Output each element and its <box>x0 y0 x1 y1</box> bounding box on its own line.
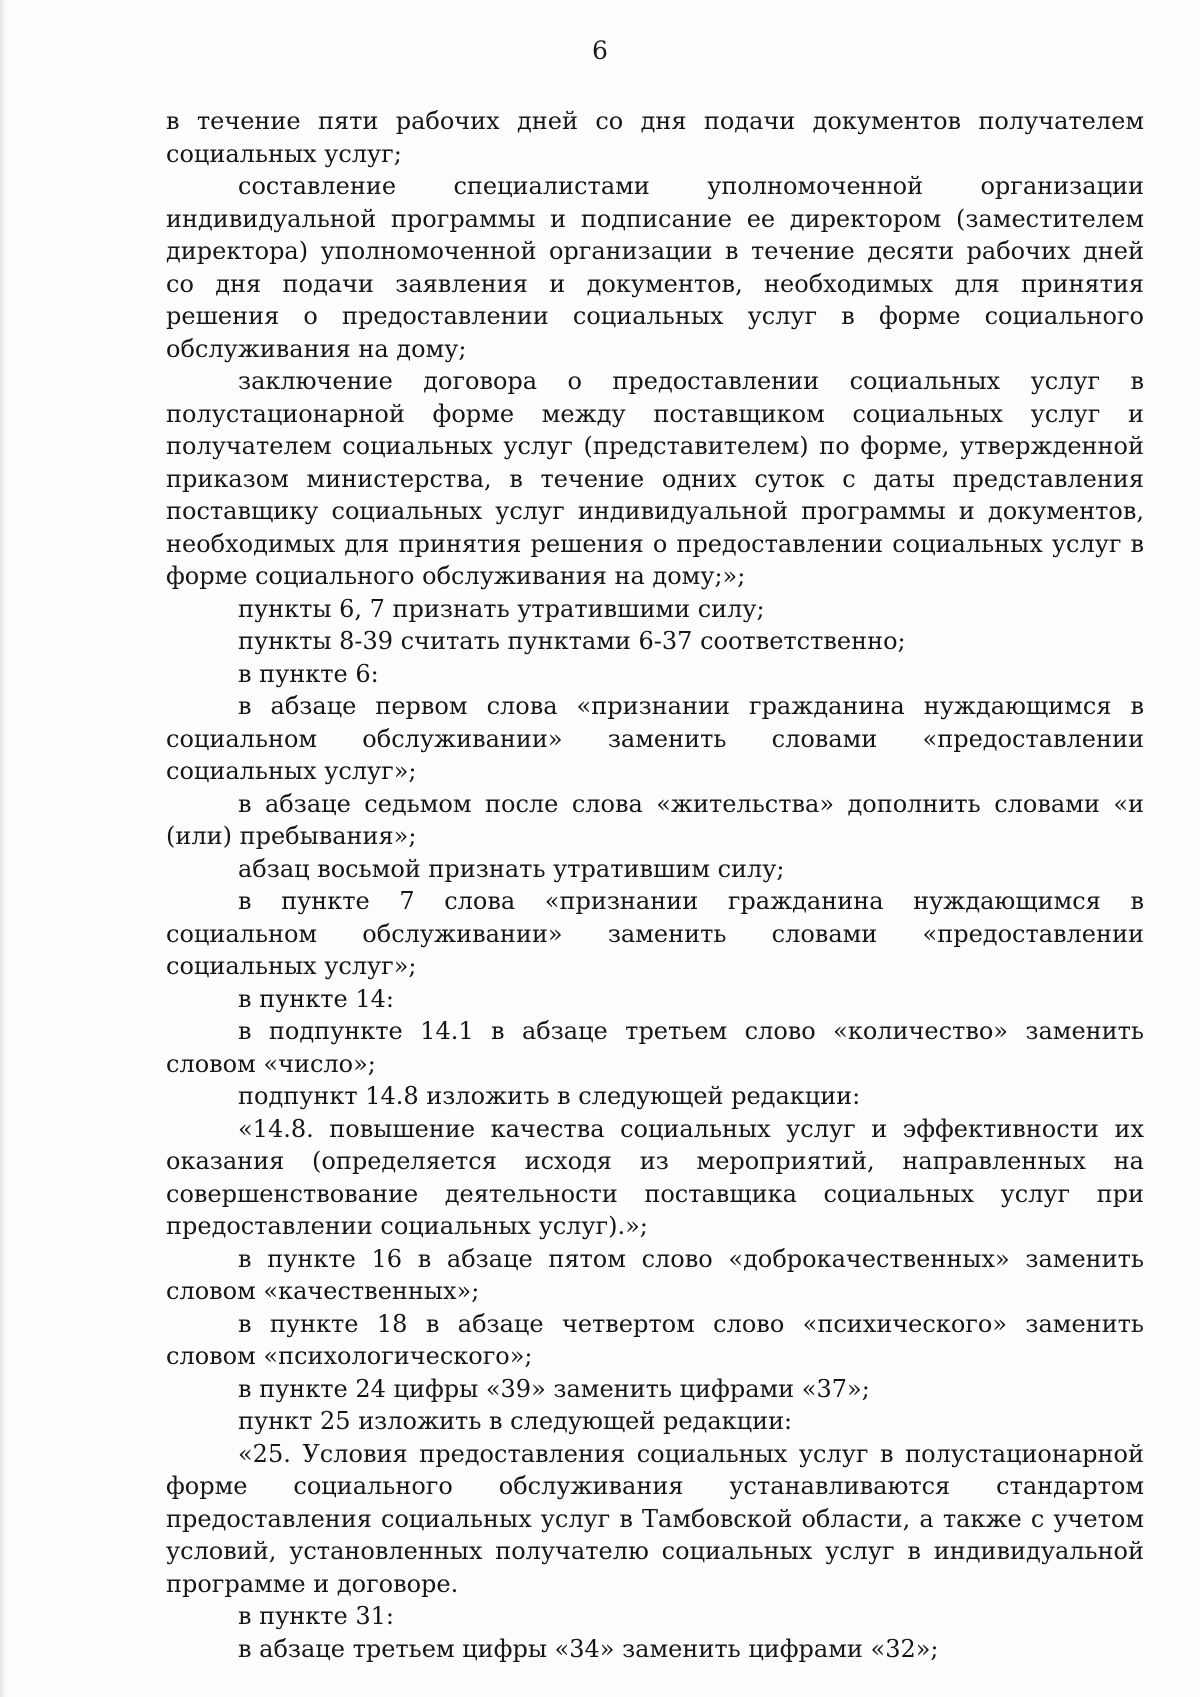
paragraph: «25. Условия предоставления социальных услуг в полустационарной форме социального обслуживания устанавливаются стандартом предоставления социальных услуг в Тамбовской области, а также с учетом условий, установленных получателю социальных услуг в индивидуальной программе и договоре. <box>166 1439 1144 1598</box>
paragraph: в пункте 7 слова «признании гражданина нуждающимся в социальном обслуживании» заменить словами «предоставлении социальных услуг»; <box>166 887 1144 980</box>
paragraph: пункты 6, 7 признать утратившими силу; <box>238 594 765 623</box>
page-number: 6 <box>592 36 608 65</box>
paragraph: абзац восьмой признать утратившим силу; <box>238 854 785 883</box>
paragraph: «14.8. повышение качества социальных услуг и эффективности их оказания (определяется исходя из мероприятий, направленных на совершенствование деятельности поставщика социальных услуг при предоставлении социальных услуг).»; <box>166 1114 1144 1240</box>
paragraph: в пункте 18 в абзаце четвертом слово «психического» заменить словом «психологического»; <box>166 1309 1144 1370</box>
scan-edge <box>0 0 6 1697</box>
paragraph: в пункте 14: <box>238 984 394 1013</box>
paragraph: в пункте 24 цифры «39» заменить цифрами «37»; <box>238 1374 870 1403</box>
paragraph: в абзаце третьем цифры «34» заменить цифрами «32»; <box>238 1634 939 1663</box>
document-body <box>166 105 1144 1665</box>
paragraph: составление специалистами уполномоченной организации индивидуальной программы и подписание ее директором (заместителем директора) уполномоченной организации в течение десяти рабочих дней со дня подачи заявления и документов, необходимых для принятия решения о предоставлении социальных услуг в форме социального обслуживания на дому; <box>166 172 1144 363</box>
paragraph: в абзаце седьмом после слова «жительства» дополнить словами «и (или) пребывания»; <box>166 789 1144 850</box>
paragraph: пункты 8-39 считать пунктами 6-37 соответственно; <box>238 627 906 655</box>
paragraph: в пункте 16 в абзаце пятом слово «доброкачественных» заменить словом «качественных»; <box>166 1244 1144 1305</box>
paragraph: подпункт 14.8 изложить в следующей редакции: <box>238 1082 861 1110</box>
paragraph: в пункте 31: <box>238 1602 394 1630</box>
paragraph: пункт 25 изложить в следующей редакции: <box>238 1407 793 1435</box>
paragraph: заключение договора о предоставлении социальных услуг в полустационарной форме между поставщиком социальных услуг и получателем социальных услуг (представителем) по форме, утвержденной приказом министерства, в течение одних суток с даты представления поставщику социальных услуг индивидуальной программы и документов, необходимых для принятия решения о предоставлении социальных услуг в форме социального обслуживания на дому;»; <box>166 367 1144 590</box>
paragraph: в подпункте 14.1 в абзаце третьем слово «количество» заменить словом «число»; <box>166 1017 1144 1078</box>
paragraph: в пункте 6: <box>238 659 379 688</box>
paragraph: в абзаце первом слова «признании гражданина нуждающимся в социальном обслуживании» заменить словами «предоставлении социальных услуг»; <box>166 692 1144 785</box>
paragraph: в течение пяти рабочих дней со дня подачи документов получателем социальных услуг; <box>166 107 1144 168</box>
